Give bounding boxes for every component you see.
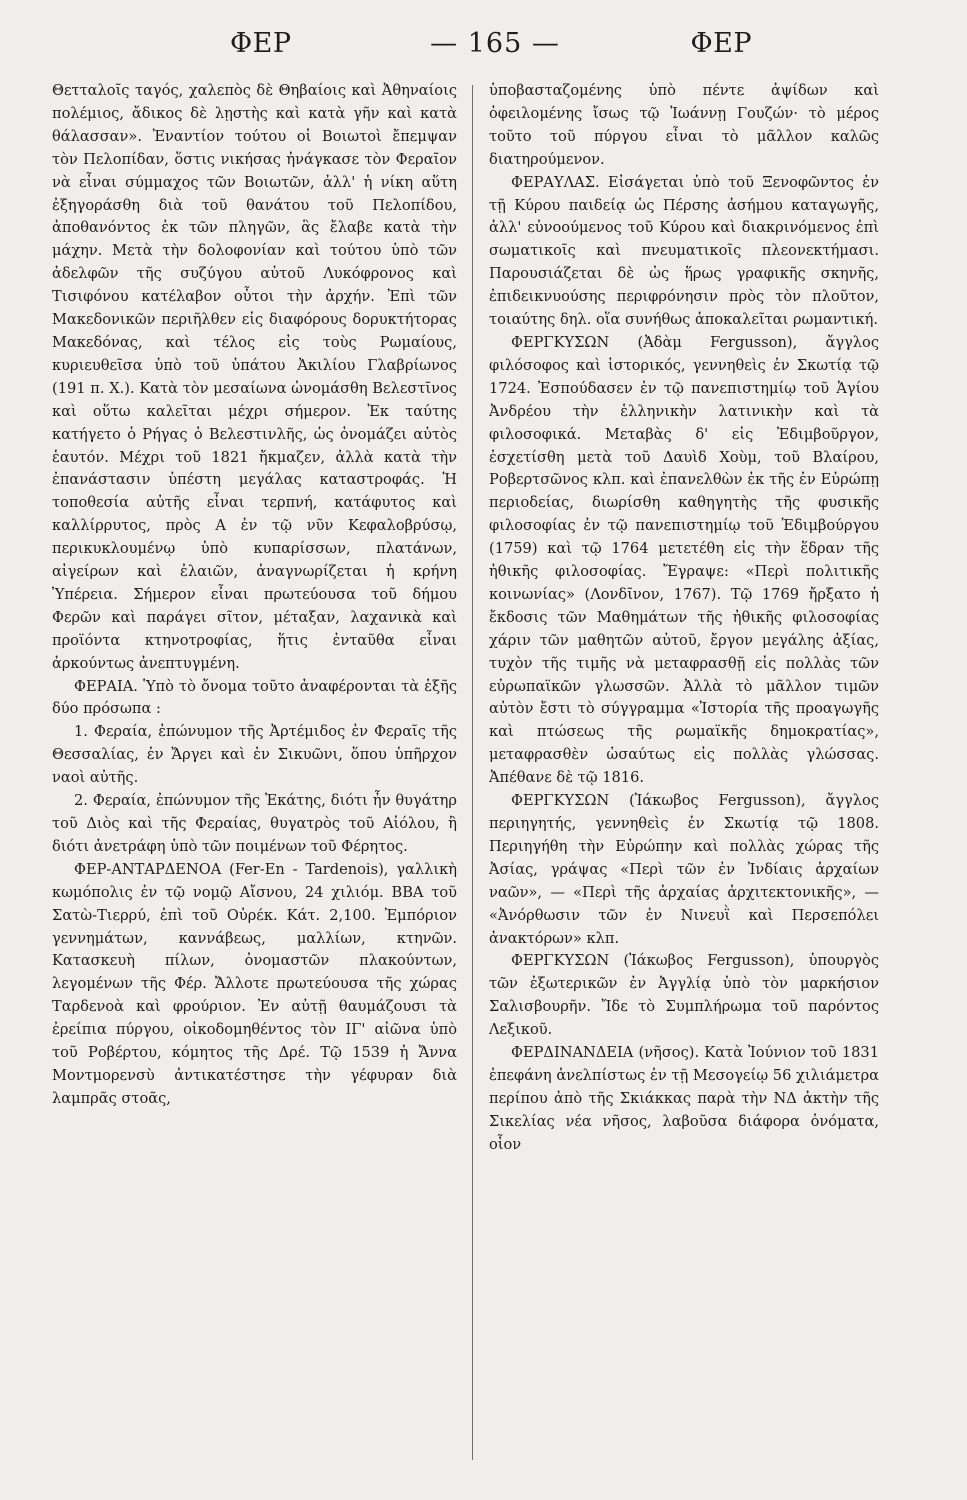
entry-fergusson-adam: ΦΕΡΓΚΥΣΩΝ (Ἀδὰμ Fergusson), ἄγγλος φιλόσοφος καὶ ἱστορικός, γεννηθεὶς ἐν Σκωτίᾳ τῷ 1724. Ἐσπούδασεν ἐν τῷ πανεπιστημίῳ τοῦ Ἁγίου Ἀνδρέου τὴν ἑλληνικὴν λατινικὴν καὶ τὰ φιλοσοφικά. Μεταβὰς δ' εἰς Ἐδιμβοῦργον, ἐσχετίσθη μετὰ τοῦ Δαυὶδ Χοὺμ, τοῦ Βλαίρου, Ροβερτσῶνος κλπ. καὶ ἐπανελθὼν ἐκ τῆς ἐν Εὐρώπῃ περιοδείας, διωρίσθη καθηγητὴς τῆς φυσικῆς φιλοσοφίας ἐν τῷ πανεπιστημίῳ τοῦ Ἐδιμβούργου (1759) καὶ τῷ 1764 μετετέθη εἰς τὴν ἕδραν τῆς ἠθικῆς φιλοσοφίας. Ἔγραψε: «Περὶ πολιτικῆς κοινωνίας» (Λονδῖνον, 1767). Τῷ 1769 ἤρξατο ἡ ἔκδοσις τῶν Μαθημάτων τῆς ἠθικῆς φιλοσοφίας χάριν τῶν μαθητῶν αὐτοῦ, ἔργον μεγάλης ἀξίας, τυχὸν τῆς τιμῆς νὰ μεταφρασθῇ εἰς πολλὰς τῶν εὐρωπαϊκῶν γλωσσῶν. Ἀλλὰ τὸ μᾶλλον τιμῶν αὐτὸν ἔστι τὸ σύγγραμμα «Ἱστορία τῆς προαγωγῆς καὶ πτώσεως τῆς ρωμαϊκῆς δημοκρατίας», μεταφρασθὲν ὡσαύτως εἰς πολλὰς γλώσσας. Ἀπέθανε δὲ τῷ 1816. — [489, 333, 879, 787]
entry-pheraulas: ΦΕΡΑΥΛΑΣ. Εἰσάγεται ὑπὸ τοῦ Ξενοφῶντος ἐν τῇ Κύρου παιδείᾳ ὡς Πέρσης ἀσήμου καταγωγῆς, ἀλλ' εὐνοούμενος τοῦ Κύρου καὶ διακρινόμενος ἐπὶ σωματικοῖς καὶ πνευματικοῖς πλεονεκτήμασι. Παρουσιάζεται δὲ ὡς ἥρως γραφικῆς σκηνῆς, ἐπιδεικνυούσης περιφρόνησιν πρὸς τὸν πλοῦτον, τοιαύτης δηλ. οἵα συνήθως ἀποκαλεῖται ρωμαντική. — [489, 173, 879, 329]
entry-fer-en-tardenois: ΦΕΡ-ΑΝΤΑΡΔΕΝΟΑ (Fer-En - Tardenois), γαλλικὴ κωμόπολις ἐν τῷ νομῷ Αἴσνου, 24 χιλιόμ. ΒΒΑ τοῦ Σατὼ-Τιερρύ, ἐπὶ τοῦ Οὐρέκ. Κάτ. 2,100. Ἐμπόριον γεννημάτων, καννάβεως, μαλλίων, κτηνῶν. Κατασκευὴ πίλων, ὀνομαστῶν πλακούντων, λεγομένων τῆς Φέρ. Ἄλλοτε πρωτεύουσα τῆς χώρας Ταρδενοὰ καὶ φρούριον. Ἐν αὐτῇ θαυμάζουσι τὰ ἐρείπια πύργου, οἰκοδομηθέντος τὸν ΙΓ' αἰῶνα ὑπὸ τοῦ Ροβέρτου, κόμητος τῆς Δρέ. Τῷ 1539 ἡ Ἄννα Μοντμορενσὺ ἀντικατέστησε τὴν γέφυραν διὰ λαμπρᾶς στοᾶς, — [52, 860, 457, 1107]
entry-fer-en-tardenois-continued: ὑποβασταζομένης ὑπὸ πέντε ἀψίδων καὶ ὀφειλομένης ἴσως τῷ Ἰωάννῃ Γουζών· τὸ μέρος τοῦτο τοῦ πύργου εἶναι τὸ μᾶλλον καλῶς διατηρούμενον. — [489, 82, 879, 168]
entry-pheraia-sense-2: 2. Φεραία, ἐπώνυμον τῆς Ἑκάτης, διότι ἦν θυγάτηρ τοῦ Διὸς καὶ τῆς Φεραίας, θυγατρὸς τοῦ Αἰόλου, ἢ διότι ἀνετράφη ὑπὸ τῶν ποιμένων τοῦ Φέρητος. — [52, 792, 457, 855]
entry-pheraia-sense-1: 1. Φεραία, ἐπώνυμον τῆς Ἀρτέμιδος ἐν Φεραῖς τῆς Θεσσαλίας, ἐν Ἄργει καὶ ἐν Σικυῶνι, ὅπου ὑπῆρχον ναοὶ αὐτῆς. — [52, 723, 457, 787]
left-column — [52, 80, 457, 1465]
column-divider — [472, 85, 473, 1460]
header-left-keyword: ΦΕΡ — [230, 28, 292, 59]
page-number: — 165 — — [430, 28, 560, 59]
entry-fergusson-james-traveler: ΦΕΡΓΚΥΣΩΝ (Ἰάκωβος Fergusson), ἄγγλος περιηγητής, γεννηθεὶς ἐν Σκωτίᾳ τῷ 1808. Περιηγήθη τὴν Εὐρώπην καὶ πολλὰς χώρας τῆς Ἀσίας, γράψας «Περὶ τῶν ἐν Ἰνδίαις ἀρχαίων ναῶν», — «Περὶ τῆς ἀρχαίας ἀρχιτεκτονικῆς», — «Ἀνόρθωσιν τῶν ἐν Νινευῒ καὶ Περσεπόλει ἀνακτόρων» κλπ. — [489, 792, 879, 947]
header-right-keyword: ΦΕΡ — [690, 28, 752, 59]
entry-ferdinandeia: ΦΕΡΔΙΝΑΝΔΕΙΑ (νῆσος). Κατὰ Ἰούνιον τοῦ 1831 ἐπεφάνη ἀνελπίστως ἐν τῇ Μεσογείῳ 56 χιλιάμετρα περίπου ἀπὸ τῆς Σκιάκκας παρὰ τὴν ΝΔ ἀκτὴν τῆς Σικελίας νέα νῆσος, λαβοῦσα διάφορα ὀνόματα, οἷον — [489, 1044, 879, 1153]
entry-pheraia: ΦΕΡΑΙΑ. Ὑπὸ τὸ ὄνομα τοῦτο ἀναφέρονται τὰ ἑξῆς δύο πρόσωπα : — [52, 677, 457, 718]
right-column — [489, 80, 879, 1465]
entry-fergusson-james-minister: ΦΕΡΓΚΥΣΩΝ (Ἰάκωβος Fergusson), ὑπουργὸς τῶν ἐξωτερικῶν ἐν Ἀγγλίᾳ ὑπὸ τὸν μαρκήσιον Σαλισβουρῆν. Ἴδε τὸ Συμπλήρωμα τοῦ παρόντος Λεξικοῦ. — [489, 952, 879, 1039]
running-header — [40, 28, 927, 78]
entry-pherai-continued: Θετταλοῖς ταγός, χαλεπὸς δὲ Θηβαίοις καὶ Ἀθηναίοις πολέμιος, ἄδικος δὲ λῃστὴς καὶ κατὰ γῆν καὶ κατὰ θάλασσαν». Ἐναντίον τούτου οἱ Βοιωτοὶ ἔπεμψαν τὸν Πελοπίδαν, ὅστις νικήσας ἠνάγκασε τὸν Φεραῖον νὰ εἶναι σύμμαχος τῶν Βοιωτῶν, ἀλλ' ἡ νίκη αὕτη ἐξηγοράσθη διὰ τοῦ θανάτου τοῦ Πελοπίδου, ἀποθανόντος ἐκ τῶν πληγῶν, ἃς ἔλαβε κατὰ τὴν μάχην. Μετὰ τὴν δολοφονίαν καὶ τούτου ὑπὸ τῶν ἀδελφῶν τῆς συζύγου αὐτοῦ Λυκόφρονος καὶ Τισιφόνου κατέλαβον οὗτοι τὴν ἀρχήν. Ἐπὶ τῶν Μακεδονικῶν περιῆλθεν εἰς διαφόρους δορυκτήτορας Μακεδόνας, καὶ τέλος εἰς τοὺς Ρωμαίους, κυριευθεῖσα ὑπὸ τοῦ ὑπάτου Ἀκιλίου Γλαβρίωνος (191 π. Χ.). Κατὰ τὸν μεσαίωνα ὠνομάσθη Βελεστῖνος καὶ οὕτω καλεῖται μέχρι σήμερον. Ἐκ ταύτης κατήγετο ὁ Ρήγας ὁ Βελεστινλῆς, ὡς ὀνομάζει αὐτὸς ἑαυτόν. Μέχρι τοῦ 1821 ἤκμαζεν, ἀλλὰ κατὰ τὴν ἐπανάστασιν ὑπέστη μεγάλας καταστροφάς. Ἡ τοποθεσία αὐτῆς εἶναι τερπνή, κατάφυτος καὶ καλλίρρυτος, πρὸς Α ἐν τῷ νῦν Κεφαλοβρύσῳ, περικυκλουμένῳ ὑπὸ κυπαρίσσων, πλατάνων, αἰγείρων καὶ ἐλαιῶν, ἀναγνωρίζεται ἡ κρήνη Ὑπέρεια. Σήμερον εἶναι πρωτεύουσα τοῦ δήμου Φερῶν καὶ παράγει σῖτον, μέταξαν, λαχανικὰ καὶ προϊόντα κτηνοτροφίας, ἥτις ἐνταῦθα εἶναι ἀρκούντως ἀνεπτυγμένη. — [52, 82, 457, 672]
